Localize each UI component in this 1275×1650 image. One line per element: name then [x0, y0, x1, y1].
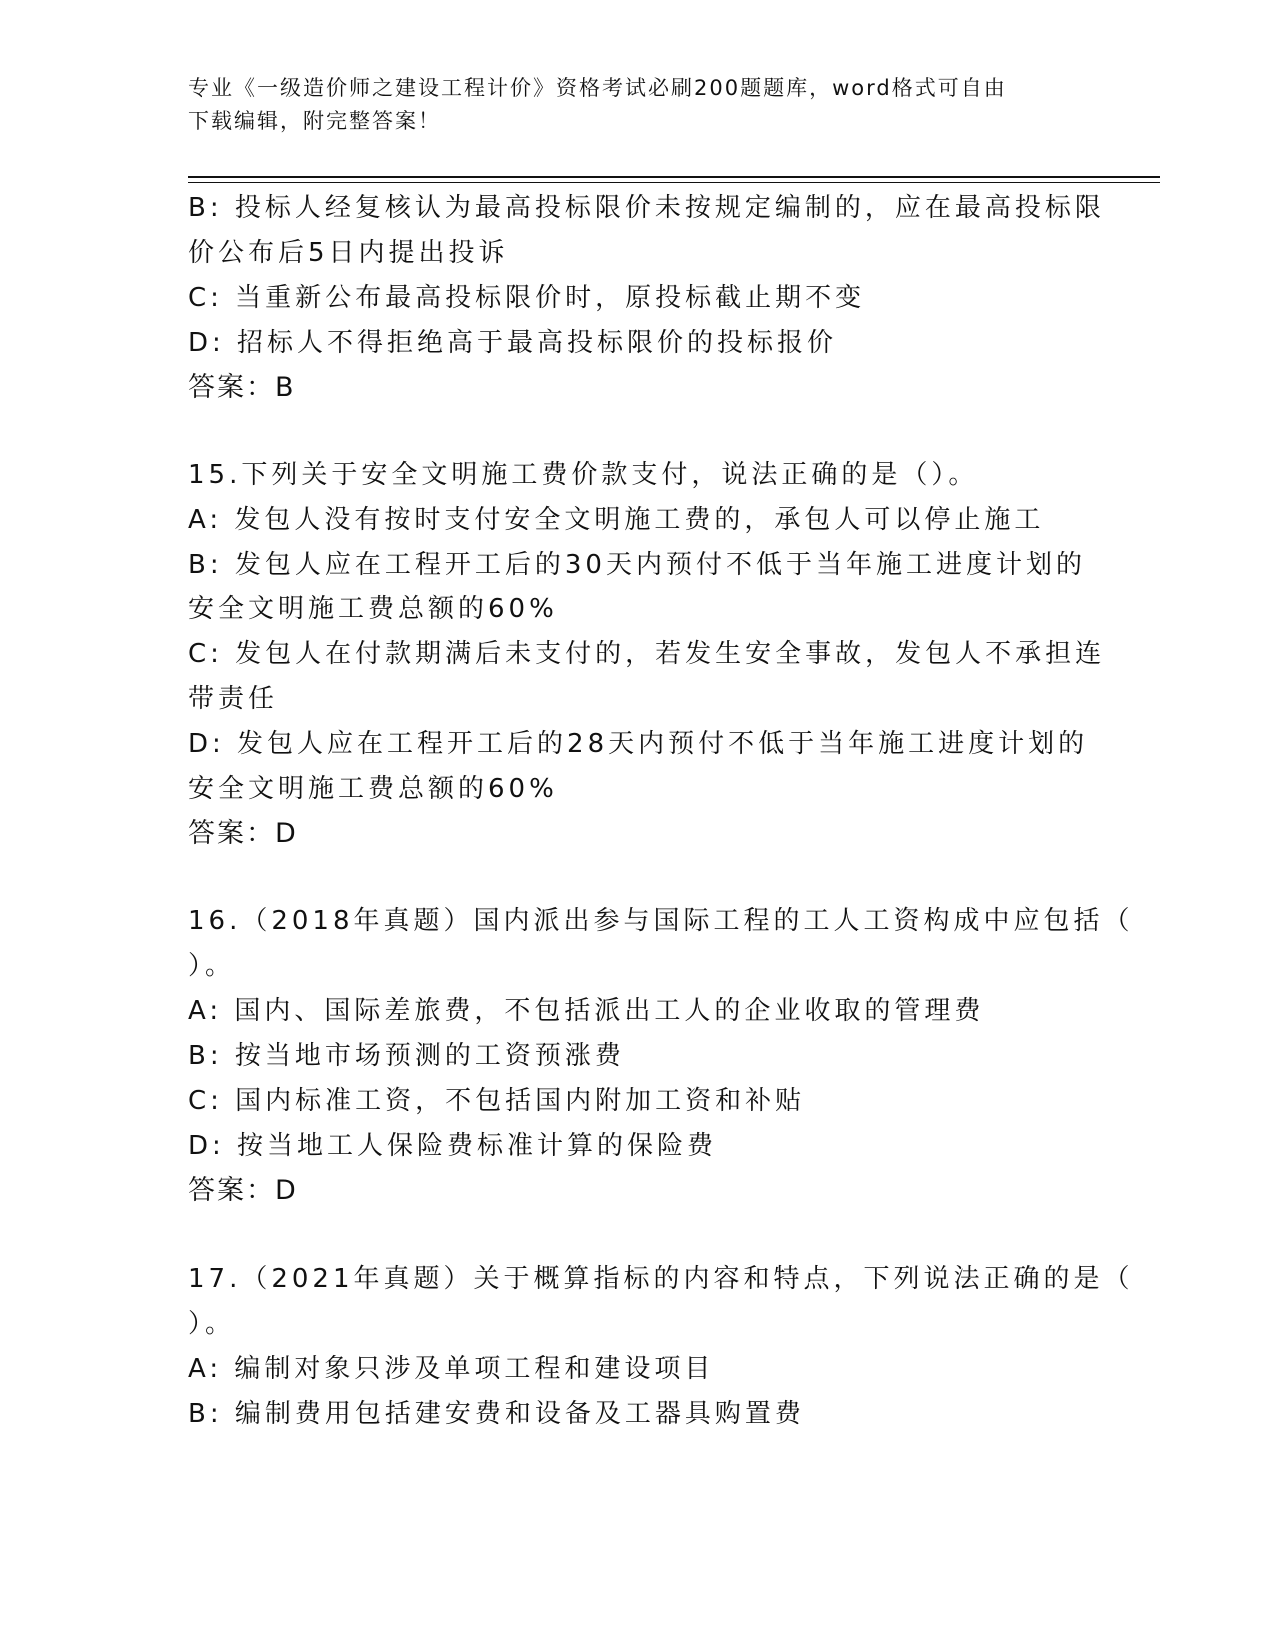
option-d: D: 招标人不得拒绝高于最高投标限价的投标报价 [188, 328, 838, 358]
answer: 答案：B [188, 372, 296, 403]
option-b: B: 投标人经复核认为最高投标限价未按规定编制的，应在最高投标限 [188, 193, 1105, 223]
question-16: 16.（2018年真题）国内派出参与国际工程的工人工资构成中应包括（ [188, 906, 1134, 936]
answer: 答案：D [188, 1175, 298, 1206]
question-16-continued: ）。 [188, 951, 236, 981]
option-c: C: 当重新公布最高投标限价时，原投标截止期不变 [188, 283, 866, 313]
option-a: A: 编制对象只涉及单项工程和建设项目 [188, 1354, 715, 1384]
option-c: C: 发包人在付款期满后未支付的，若发生安全事故，发包人不承担连 [188, 639, 1106, 669]
document-header [188, 72, 1078, 138]
option-c-continued: 带责任 [188, 684, 279, 714]
header-divider-thin [188, 182, 1160, 183]
header-divider-thick [188, 176, 1160, 178]
option-d: D: 发包人应在工程开工后的28天内预付不低于当年施工进度计划的 [188, 729, 1089, 759]
header-line-2: 下载编辑，附完整答案！ [188, 109, 441, 133]
option-d-continued: 安全文明施工费总额的60% [188, 774, 558, 804]
option-a: A: 发包人没有按时支付安全文明施工费的，承包人可以停止施工 [188, 505, 1045, 535]
question-17-continued: ）。 [188, 1309, 236, 1339]
option-b-continued: 安全文明施工费总额的60% [188, 594, 558, 624]
option-b: B: 编制费用包括建安费和设备及工器具购置费 [188, 1399, 805, 1429]
option-b-continued: 价公布后5日内提出投诉 [188, 238, 509, 268]
option-b: B: 按当地市场预测的工资预涨费 [188, 1041, 625, 1071]
answer: 答案：D [188, 818, 298, 849]
question-17: 17.（2021年真题）关于概算指标的内容和特点，下列说法正确的是（ [188, 1264, 1134, 1294]
question-15: 15.下列关于安全文明施工费价款支付，说法正确的是（）。 [188, 460, 979, 490]
option-b: B: 发包人应在工程开工后的30天内预付不低于当年施工进度计划的 [188, 550, 1086, 580]
option-d: D: 按当地工人保险费标准计算的保险费 [188, 1131, 718, 1161]
option-c: C: 国内标准工资，不包括国内附加工资和补贴 [188, 1086, 806, 1116]
option-a: A: 国内、国际差旅费，不包括派出工人的企业收取的管理费 [188, 996, 985, 1026]
header-line-1: 专业《一级造价师之建设工程计价》资格考试必刷200题题库，word格式可自由 [188, 76, 1007, 100]
